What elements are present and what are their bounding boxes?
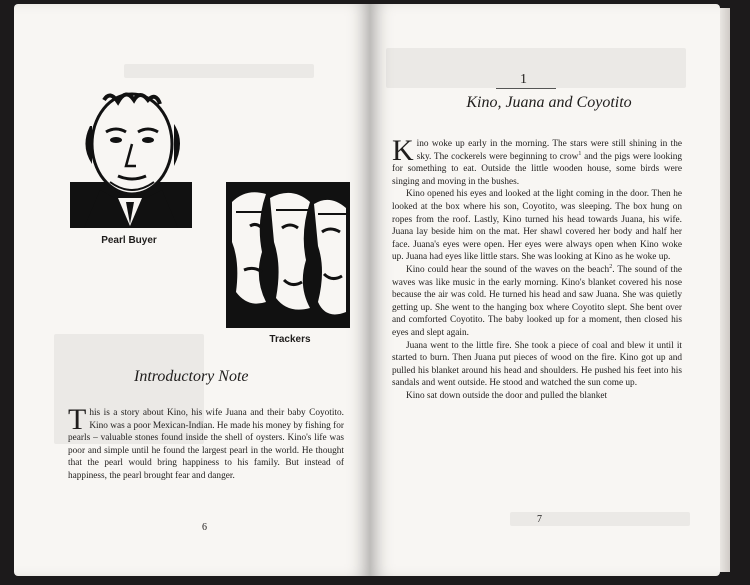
left-page <box>14 4 370 576</box>
paragraph: Juana went to the little fire. She took a piece of coal and blew it until it started to burn. Then Juana put pieces of wood on the fire. Kino got up and pulled his blanket around his head and shoulders. He pushed his feet into his sandals and went outside. He stood and watched the sun come up. <box>392 340 682 389</box>
drop-cap: T <box>68 403 87 436</box>
bleed-through <box>124 64 314 78</box>
trackers-caption: Trackers <box>269 334 311 345</box>
footnote-marker: 1 <box>578 150 582 157</box>
page-number: 6 <box>202 522 207 533</box>
introductory-note-title: Introductory Note <box>134 368 249 385</box>
page-edges <box>720 8 730 572</box>
paragraph: Kino could hear the sound of the waves on the beach$^2$. The sound of the waves was like music in the early morning. Kino's blanket covered his nose because the air was cold. He turned his head and saw Juana. She was quietly getting up. She went to the hanging box where Coyotito slept. She bent over and comforted Coyotito. The baby looked up for a moment, then closed his eyes and slept again. <box>392 263 682 338</box>
footnote-marker: 2 <box>609 263 613 270</box>
paragraph: Kino sat down outside the door and pulled the blanket <box>406 390 608 401</box>
chapter-rule <box>496 88 556 89</box>
page-number: 7 <box>537 514 542 525</box>
note-paragraph: his is a story about Kino, his wife Juana and their baby Coyotito. Kino was a poor Mexican-Indian. He made his money by fishing for pearls – valuable stones found inside the shell of oysters. Kino's life was poor and simple until he found the largest pearl in the world. He thought that the pearl would bring happiness to his family. But instead of happiness, the pearl brought fear and danger. <box>68 408 344 481</box>
introductory-note-text <box>68 403 344 483</box>
paragraph: Kino woke up early in the morning. The stars were still shining in the sky. The cockerels were beginning to crow$^1$ and the pigs were looking for something to eat. Outside the little wooden house, some birds were singing and moving in the bushes. <box>392 134 682 187</box>
chapter-title: Kino, Juana and Coyotito <box>466 94 632 111</box>
chapter-number: 1 <box>520 72 527 87</box>
trackers-illustration <box>226 182 350 328</box>
pearl-buyer-illustration <box>70 86 192 228</box>
bleed-through <box>386 48 686 88</box>
pearl-buyer-caption: Pearl Buyer <box>101 235 157 246</box>
drop-cap: K <box>392 134 414 167</box>
paragraph: Kino opened his eyes and looked at the light coming in the door. Then he looked at the box where his son, Coyotito, was sleeping. The box hung on ropes from the roof. Lastly, Kino turned his head towards Juana, his wife. Juana lay beside him on the mat. Her shawl covered her body and half her face. Juana's eyes were open. Her eyes were always open when Kino woke up. Juana had eyes like little stars. She was looking at Kino as he woke up. <box>392 189 682 263</box>
chapter-text <box>392 134 682 402</box>
